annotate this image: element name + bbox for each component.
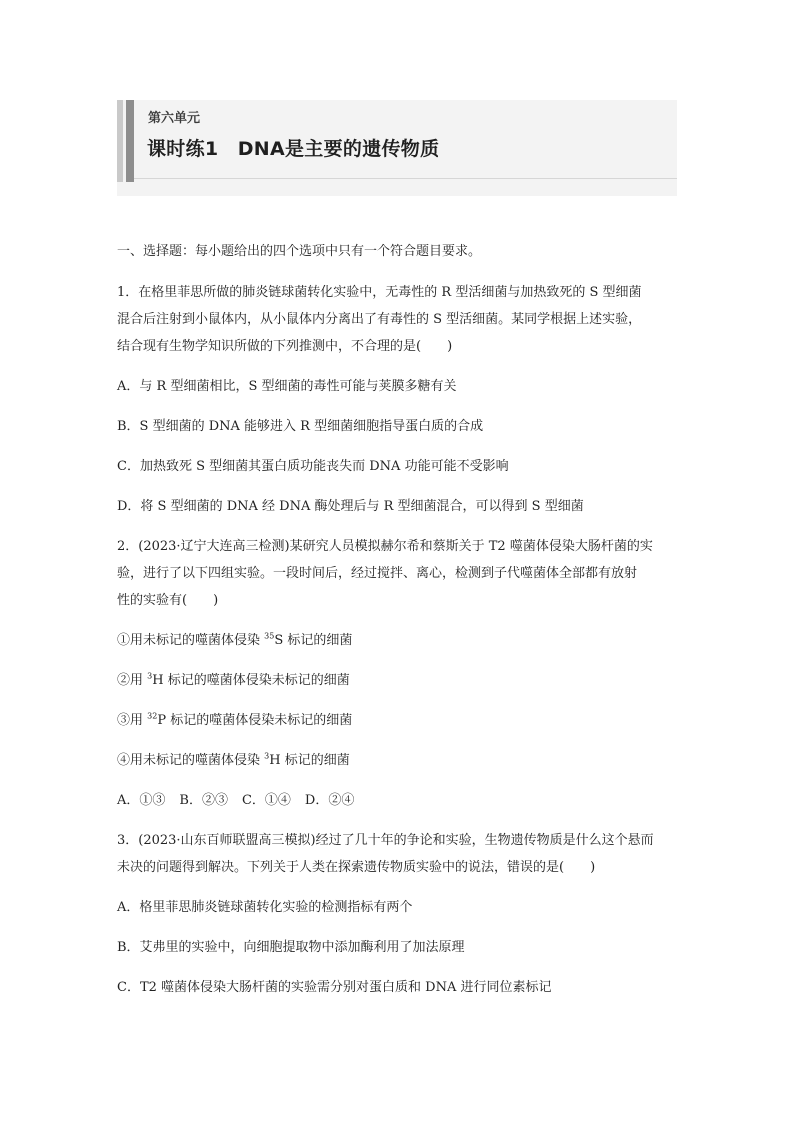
unit-label: 第六单元 bbox=[148, 111, 201, 126]
experiment-item-2: ②用 $^3$H 标记的噬菌体侵染未标记的细菌 bbox=[117, 671, 350, 688]
choice-b: B．②③ bbox=[179, 793, 228, 808]
question-stem-line: 结合现有生物学知识所做的下列推测中，不合理的是( ) bbox=[117, 339, 453, 354]
experiment-item-1: ①用未标记的噬菌体侵染 $^{35}$S 标记的细菌 bbox=[117, 631, 353, 648]
experiment-item-3: ③用 $^{32}$P 标记的噬菌体侵染未标记的细菌 bbox=[117, 711, 353, 728]
question-1 bbox=[117, 279, 679, 520]
option-c: C．加热致死 S 型细菌其蛋白质功能丧失而 DNA 功能可能不受影响 bbox=[117, 459, 509, 474]
page-title: 课时练1 DNA是主要的遗传物质 bbox=[147, 138, 440, 160]
header-accent-bar-dark bbox=[126, 100, 134, 182]
choice-a: A．①③ bbox=[117, 793, 166, 808]
question-stem-line: 3．(2023·山东百师联盟高三模拟)经过了几十年的争论和实验，生物遗传物质是什么这个悬而 bbox=[117, 833, 654, 848]
question-3 bbox=[117, 827, 679, 1001]
header-accent-bar bbox=[117, 100, 123, 182]
answer-choices bbox=[117, 787, 679, 814]
option-a: A．与 R 型细菌相比，S 型细菌的毒性可能与荚膜多糖有关 bbox=[117, 379, 457, 394]
experiment-item-4: ④用未标记的噬菌体侵染 $^3$H 标记的细菌 bbox=[117, 751, 350, 768]
header-divider bbox=[134, 178, 677, 179]
question-stem-line: 混合后注射到小鼠体内，从小鼠体内分离出了有毒性的 S 型活细菌。某同学根据上述实验， bbox=[117, 312, 642, 327]
option-d: D．将 S 型细菌的 DNA 经 DNA 酶处理后与 R 型细菌混合，可以得到 S 型细菌 bbox=[117, 499, 584, 514]
choice-d: D．②④ bbox=[304, 793, 355, 808]
worksheet-content bbox=[117, 238, 679, 1001]
option-b: B．艾弗里的实验中，向细胞提取物中添加酶利用了加法原理 bbox=[117, 940, 465, 955]
section-heading: 一、选择题：每小题给出的四个选项中只有一个符合题目要求。 bbox=[117, 244, 482, 259]
question-2 bbox=[117, 533, 679, 814]
question-stem-line: 验，进行了以下四组实验。一段时间后，经过搅拌、离心，检测到子代噬菌体全部都有放射 bbox=[117, 566, 638, 581]
choice-c: C．①④ bbox=[241, 793, 291, 808]
question-stem-line: 1．在格里菲思所做的肺炎链球菌转化实验中，无毒性的 R 型活细菌与加热致死的 S 型细菌 bbox=[117, 285, 642, 300]
option-a: A．格里菲思肺炎链球菌转化实验的检测指标有两个 bbox=[117, 900, 413, 915]
question-stem-line: 性的实验有( ) bbox=[117, 593, 219, 608]
option-c: C．T2 噬菌体侵染大肠杆菌的实验需分别对蛋白质和 DNA 进行同位素标记 bbox=[117, 980, 552, 995]
option-b: B．S 型细菌的 DNA 能够进入 R 型细菌细胞指导蛋白质的合成 bbox=[117, 419, 484, 434]
question-stem-line: 2．(2023·辽宁大连高三检测)某研究人员模拟赫尔希和蔡斯关于 T2 噬菌体侵染大肠杆菌的实 bbox=[117, 539, 653, 554]
question-stem-line: 未决的问题得到解决。下列关于人类在探索遗传物质实验中的说法，错误的是( ) bbox=[117, 860, 596, 875]
